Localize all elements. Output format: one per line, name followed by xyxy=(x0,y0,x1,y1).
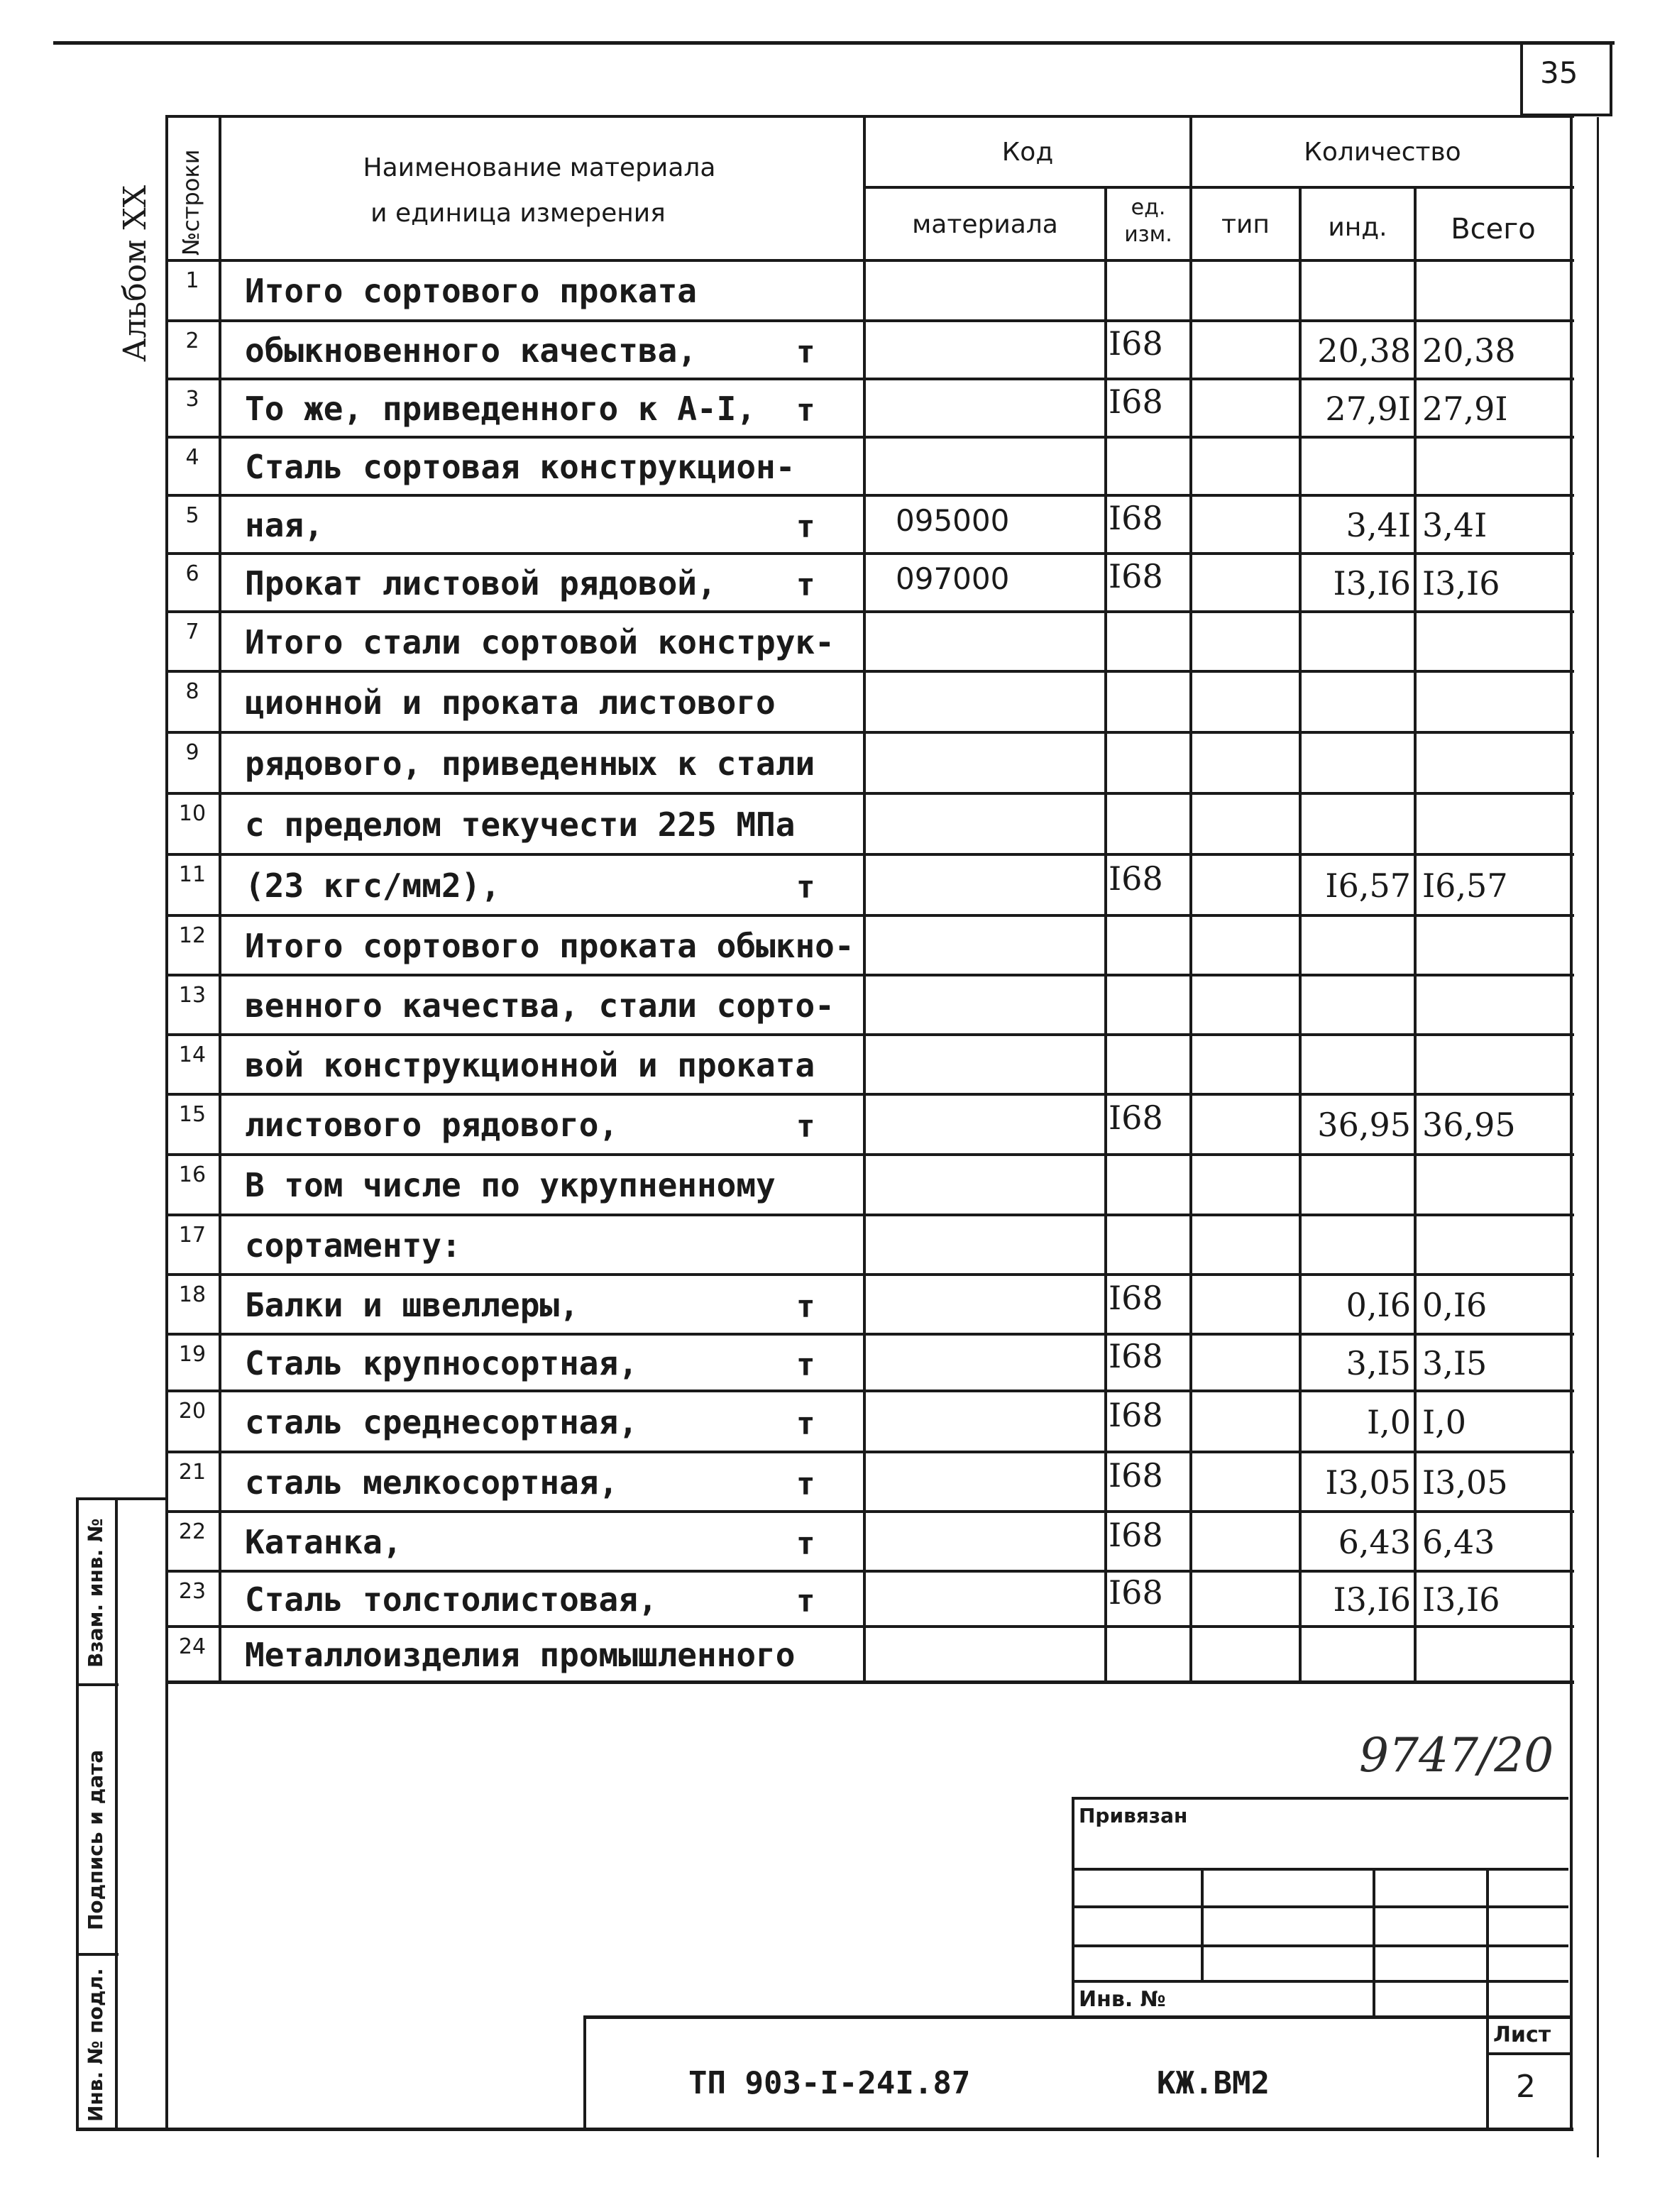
row-qty-total: I,0 xyxy=(1422,1402,1467,1441)
row-name: Итого сортового проката xyxy=(245,272,697,310)
row-number: 12 xyxy=(178,923,207,948)
row-number: 7 xyxy=(185,620,199,644)
row-qty-total: I3,I6 xyxy=(1422,563,1500,602)
row-number: 10 xyxy=(178,801,207,826)
row-qty-total: 0,I6 xyxy=(1422,1285,1488,1324)
row-number: 4 xyxy=(185,445,199,470)
row-number: 1 xyxy=(185,268,199,293)
row-name: вой конструкционной и проката xyxy=(245,1045,815,1084)
row-name: В том числе по укрупненному xyxy=(245,1166,776,1204)
name-header-line2: и единица измерения xyxy=(370,199,666,228)
row-name: Итого сортового проката обыкно- xyxy=(245,926,854,965)
row-unit: т xyxy=(796,392,815,429)
row-name: Металлоизделия промышленного xyxy=(245,1635,796,1674)
quantity-type-header: тип xyxy=(1221,210,1270,239)
row-qty-ind: I3,05 xyxy=(1325,1463,1411,1502)
row-number: 16 xyxy=(178,1162,207,1187)
row-number: 11 xyxy=(178,862,207,887)
inv-no-label: Инв. № xyxy=(1079,1987,1166,2012)
row-number: 9 xyxy=(185,740,199,765)
row-qty-total: 20,38 xyxy=(1422,331,1516,370)
row-qty-total: I3,I6 xyxy=(1422,1580,1500,1619)
row-unit-code: I68 xyxy=(1109,1515,1163,1554)
row-number-header: №строки xyxy=(177,149,204,255)
row-number: 22 xyxy=(178,1519,207,1544)
row-qty-total: 6,43 xyxy=(1422,1522,1495,1561)
row-number: 17 xyxy=(178,1223,207,1248)
replace-inv-label: Взам. инв. № xyxy=(84,1518,107,1668)
row-unit-code: I68 xyxy=(1109,556,1163,595)
attached-label: Привязан xyxy=(1079,1804,1188,1827)
row-qty-ind: 27,9I xyxy=(1325,389,1411,428)
row-qty-ind: I,0 xyxy=(1366,1402,1411,1441)
row-unit-code: I68 xyxy=(1109,1573,1163,1612)
row-unit-code: I68 xyxy=(1109,1395,1163,1434)
code-header: Код xyxy=(1001,138,1054,167)
album-label: Альбом XX xyxy=(117,185,153,362)
row-number: 3 xyxy=(185,387,199,412)
row-name: с пределом текучести 225 МПа xyxy=(245,805,796,844)
doc-code: ТП 903-I-24I.87 xyxy=(688,2065,971,2101)
row-unit: т xyxy=(796,1346,815,1383)
sign-date-label: Подпись и дата xyxy=(84,1749,107,1930)
row-unit-code: I68 xyxy=(1109,382,1163,421)
row-name: Сталь толстолистовая, xyxy=(245,1580,658,1619)
row-number: 19 xyxy=(178,1342,207,1367)
row-unit: т xyxy=(796,1108,815,1145)
sheet-number: 2 xyxy=(1516,2069,1536,2105)
row-number: 23 xyxy=(178,1579,207,1604)
row-qty-ind: I3,I6 xyxy=(1333,563,1411,602)
row-number: 14 xyxy=(178,1042,207,1067)
row-unit: т xyxy=(796,1525,815,1562)
row-number: 6 xyxy=(185,561,199,586)
row-name: сортаменту: xyxy=(245,1226,461,1265)
row-qty-ind: I6,57 xyxy=(1325,866,1411,905)
code-unit-header: ед. изм. xyxy=(1124,195,1172,247)
row-qty-ind: 3,4I xyxy=(1346,505,1411,544)
row-qty-total: 3,4I xyxy=(1422,505,1488,544)
row-unit-code: I68 xyxy=(1109,1456,1163,1495)
row-unit-code: I68 xyxy=(1109,324,1163,363)
name-header-line1: Наименование материала xyxy=(363,153,716,182)
row-name: листового рядового, xyxy=(245,1106,619,1144)
row-number: 20 xyxy=(178,1399,207,1424)
code-material-header: материала xyxy=(912,210,1058,239)
row-unit-code: I68 xyxy=(1109,1099,1163,1137)
row-qty-ind: 36,95 xyxy=(1317,1106,1411,1144)
row-name: сталь среднесортная, xyxy=(245,1402,638,1441)
row-name: рядового, приведенных к стали xyxy=(245,744,815,783)
row-number: 18 xyxy=(178,1282,207,1307)
row-material-code: 097000 xyxy=(896,561,1010,596)
row-name: Сталь крупносортная, xyxy=(245,1343,638,1382)
row-name: сталь мелкосортная, xyxy=(245,1463,619,1502)
row-unit: т xyxy=(796,1405,815,1442)
row-name: ционной и проката листового xyxy=(245,683,776,722)
row-number: 15 xyxy=(178,1102,207,1127)
row-number: 8 xyxy=(185,679,199,704)
row-name: венного качества, стали сорто- xyxy=(245,986,835,1025)
row-qty-total: I3,05 xyxy=(1422,1463,1508,1502)
doc-mark: КЖ.ВМ2 xyxy=(1157,2065,1270,2101)
row-name: Прокат листовой рядовой, xyxy=(245,563,717,602)
row-name: Сталь сортовая конструкцион- xyxy=(245,447,796,486)
row-unit-code: I68 xyxy=(1109,1336,1163,1375)
row-qty-total: 27,9I xyxy=(1422,389,1508,428)
sheet-label: Лист xyxy=(1493,2023,1551,2047)
row-qty-ind: 3,I5 xyxy=(1346,1343,1411,1382)
quantity-total-header: Всего xyxy=(1451,213,1536,246)
row-number: 13 xyxy=(178,983,207,1008)
row-name: То же, приведенного к А-I, xyxy=(245,389,757,428)
row-unit: т xyxy=(796,508,815,545)
row-number: 5 xyxy=(185,503,199,528)
row-qty-ind: 0,I6 xyxy=(1346,1285,1411,1324)
row-qty-ind: 6,43 xyxy=(1338,1522,1411,1561)
row-unit: т xyxy=(796,334,815,370)
row-unit-code: I68 xyxy=(1109,498,1163,537)
page-number: 35 xyxy=(1540,55,1578,90)
quantity-ind-header: инд. xyxy=(1328,213,1387,242)
row-number: 2 xyxy=(185,329,199,353)
row-unit: т xyxy=(796,1583,815,1619)
row-unit: т xyxy=(796,566,815,603)
row-number: 21 xyxy=(178,1460,207,1485)
row-name: Итого стали сортовой конструк- xyxy=(245,622,835,661)
row-name: обыкновенного качества, xyxy=(245,331,697,370)
row-qty-total: 36,95 xyxy=(1422,1106,1516,1144)
row-unit: т xyxy=(796,1465,815,1502)
row-material-code: 095000 xyxy=(896,502,1010,538)
row-qty-ind: I3,I6 xyxy=(1333,1580,1411,1619)
row-name: Катанка, xyxy=(245,1522,402,1561)
row-qty-total: 3,I5 xyxy=(1422,1343,1488,1382)
inv-orig-label: Инв. № подл. xyxy=(84,1968,107,2122)
row-unit-code: I68 xyxy=(1109,859,1163,898)
row-name: Балки и швеллеры, xyxy=(245,1285,579,1324)
row-unit: т xyxy=(796,869,815,906)
row-qty-ind: 20,38 xyxy=(1317,331,1411,370)
row-unit-code: I68 xyxy=(1109,1278,1163,1317)
handwritten-number: 9747/20 xyxy=(1359,1728,1554,1783)
row-unit: т xyxy=(796,1288,815,1325)
row-qty-total: I6,57 xyxy=(1422,866,1508,905)
quantity-header: Количество xyxy=(1304,138,1461,167)
row-number: 24 xyxy=(178,1634,207,1659)
row-name: ная, xyxy=(245,505,324,544)
row-name: (23 кгс/мм2), xyxy=(245,866,501,905)
